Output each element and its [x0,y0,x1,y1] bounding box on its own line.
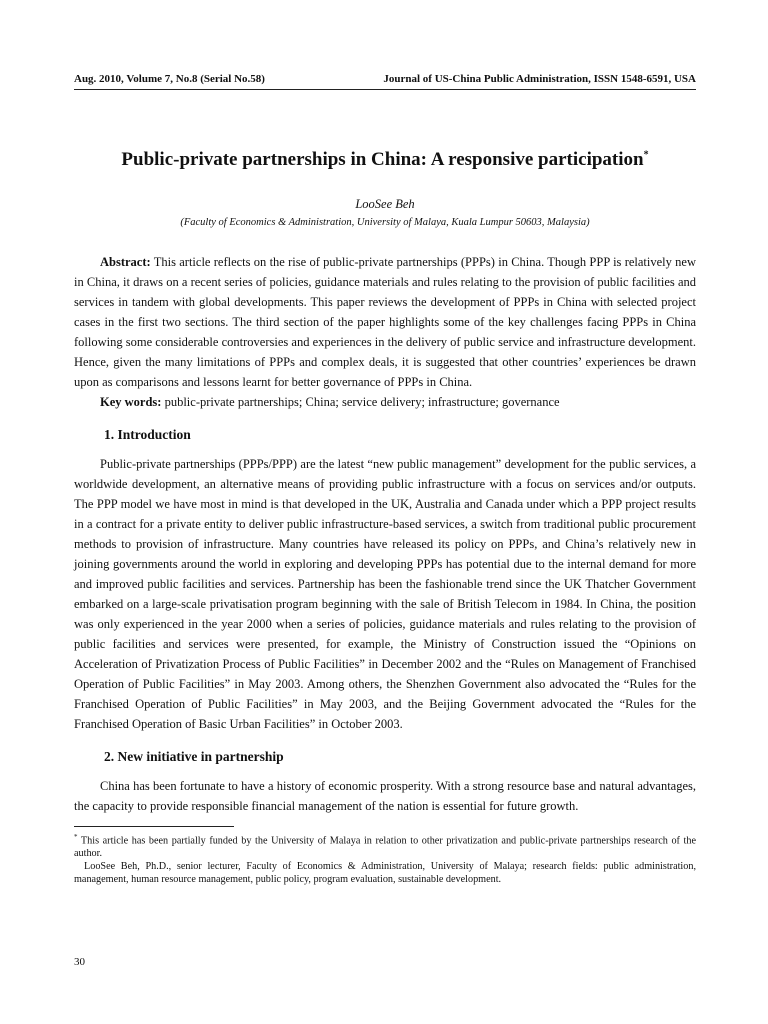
title-footnote-mark: * [643,149,649,161]
keywords [74,392,696,412]
footnote-funding [74,831,696,860]
footnote-author-bio: LooSee Beh, Ph.D., senior lecturer, Faculty of Economics & Administration, University of Malaya; research fields: public administration, management, human resource management, public policy, program evaluation, sustainable development. [74,861,696,886]
section-heading-introduction: 1. Introduction [104,427,191,442]
abstract [74,252,696,392]
running-header [74,72,696,90]
paper-page [74,72,696,886]
keywords-label: Key words: [100,395,162,409]
footnote-mark: * [74,833,78,841]
page-number: 30 [74,956,85,968]
paper-title [74,148,696,172]
keywords-text: public-private partnerships; China; service delivery; infrastructure; governance [161,395,560,409]
section-text-introduction: Public-private partnerships (PPPs/PPP) are the latest “new public management” development for the public services, a worldwide development, an alternative means of providing public infrastructure with a focus on services and/or outputs. The PPP model we have most in mind is that developed in the UK, Australia and Canada under which a PPP project results in a contract for a private entity to deliver public infrastructure-based services, a switch from traditional public procurement methods to provision of infrastructure. Many countries have released its policy on PPPs, and China’s relatively new in joining governments around the world in exploring and developing PPPs has potential due to the internal demand for more and improved public facilities and services. Partnership has been the fashionable trend since the UK Thatcher Government embarked on a large-scale privatisation program beginning with the sale of British Telecom in 1984. In China, the position was only experienced in the year 2000 when a series of policies, guidance materials and rules relating to the provision of public facilities and services were presented, for example, the Ministry of Construction issued the “Opinions on Acceleration of Privatization Process of Public Facilities” in December 2002 and the “Rules on Management of Franchised Operation of Public Facilities” in May 2003. Among others, the Shenzhen Government also advocated the “Rules for the Franchised Operation of Public Facilities” in May 2003, and the Beijing Government advocated the “Rules for the Franchised Operation of Basic Urban Facilities” in October 2003. [74,457,696,731]
header-issue: Aug. 2010, Volume 7, No.8 (Serial No.58) [74,73,265,85]
section-text-new-initiative: China has been fortunate to have a history of economic prosperity. With a strong resource base and natural advantages, the capacity to provide responsible financial management of the nation is essential for future growth. [74,779,696,813]
header-journal: Journal of US-China Public Administration, ISSN 1548-6591, USA [383,73,696,85]
footnote-rule [74,826,234,827]
author-name: LooSee Beh [355,197,415,211]
abstract-text: This article reflects on the rise of public-private partnerships (PPPs) in China. Though PPP is relatively new in China, it draws on a recent series of policies, guidance materials and rules relating to the provision of public facilities and services in tandem with global developments. This paper reviews the development of PPPs in China with selected project cases in the first two sections. The third section of the paper highlights some of the key challenges facing PPPs in China following some considerable controversies and experiences in the delivery of public service and infrastructure development. Hence, given the many limitations of PPPs and complex deals, it is suggested that other countries’ experiences be drawn upon as comparisons and lessons learnt for better governance of PPPs in China. [74,255,696,389]
footnote-funding-text: This article has been partially funded by the University of Malaya in relation to other privatization and public-private partnerships research of the author. [74,835,696,860]
author-affiliation: (Faculty of Economics & Administration, University of Malaya, Kuala Lumpur 50603, Malaysia) [180,217,590,228]
abstract-label: Abstract: [100,255,151,269]
title-text: Public-private partnerships in China: A responsive participation [121,149,644,170]
section-heading-new-initiative: 2. New initiative in partnership [104,749,284,764]
